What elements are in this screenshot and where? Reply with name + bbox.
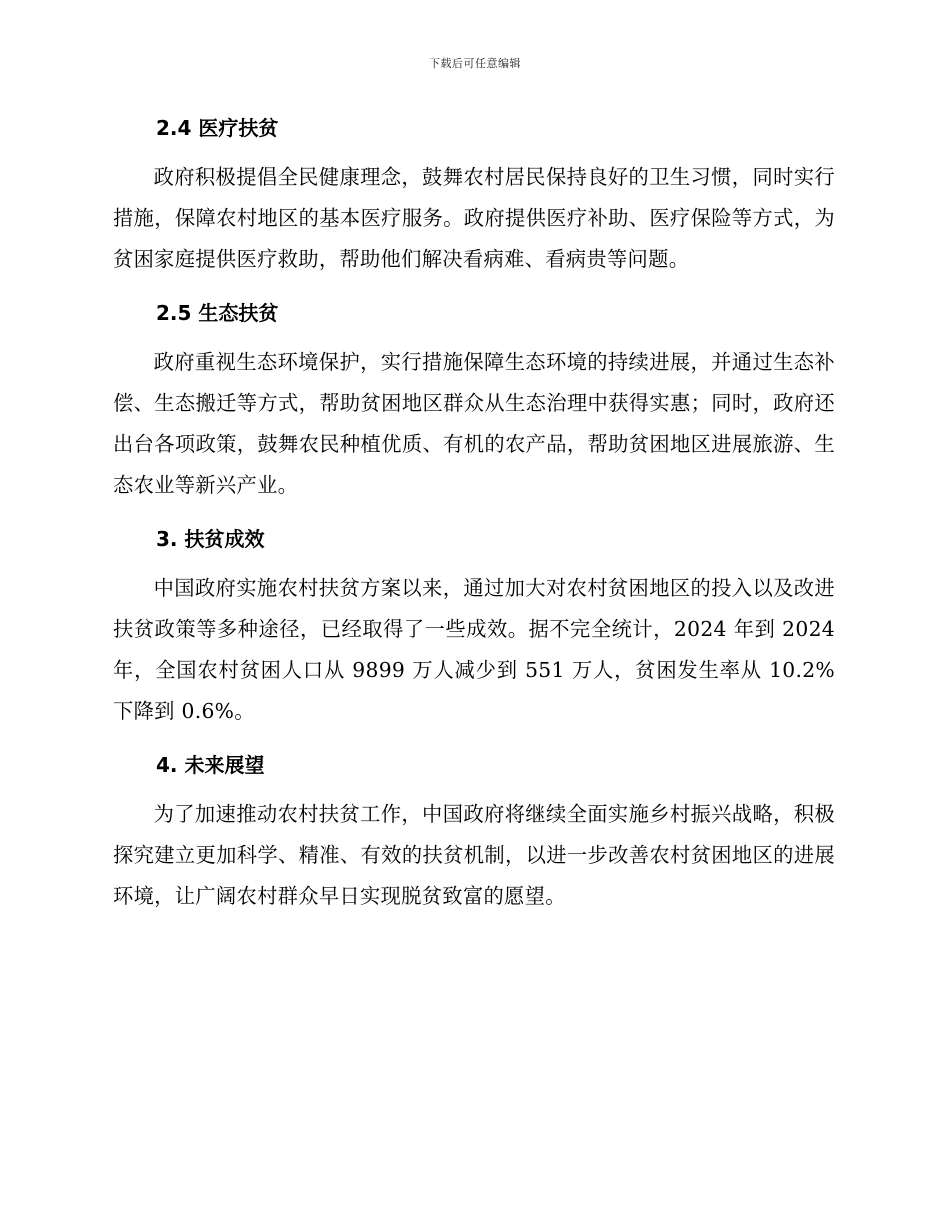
document-body (113, 105, 835, 927)
section-heading: 3. 扶贫成效 (156, 527, 265, 551)
section-poverty-relief-results (113, 516, 835, 732)
page-header-note: 下载后可任意编辑 (429, 57, 521, 70)
section-paragraph: 为了加速推动农村扶贫工作，中国政府将继续全面实施乡村振兴战略，积极探究建立更加科学、精准、有效的扶贫机制，以进一步改善农村贫困地区的进展环境，让广阔农村群众早日实现脱贫致富的愿望。 (113, 802, 835, 908)
section-paragraph: 中国政府实施农村扶贫方案以来，通过加大对农村贫困地区的投入以及改进扶贫政策等多种途径，已经取得了一些成效。据不完全统计，2024 年到 2024 年，全国农村贫困人口从 9899 万人减少到 551 万人，贫困发生率从 10.2%下降到 0.6%。 (113, 576, 835, 723)
section-paragraph: 政府积极提倡全民健康理念，鼓舞农村居民保持良好的卫生习惯，同时实行措施，保障农村地区的基本医疗服务。政府提供医疗补助、医疗保险等方式，为贫困家庭提供医疗救助，帮助他们解决看病难、看病贵等问题。 (113, 165, 835, 271)
section-heading: 4. 未来展望 (156, 753, 265, 777)
section-ecological-poverty-relief (113, 290, 835, 506)
section-heading: 2.4 医疗扶贫 (156, 116, 279, 140)
section-medical-poverty-relief (113, 105, 835, 280)
section-future-outlook (113, 742, 835, 917)
section-paragraph: 政府重视生态环境保护，实行措施保障生态环境的持续进展，并通过生态补偿、生态搬迁等方式，帮助贫困地区群众从生态治理中获得实惠；同时，政府还出台各项政策，鼓舞农民种植优质、有机的农产品，帮助贫困地区进展旅游、生态农业等新兴产业。 (113, 350, 835, 497)
section-heading: 2.5 生态扶贫 (156, 301, 279, 325)
